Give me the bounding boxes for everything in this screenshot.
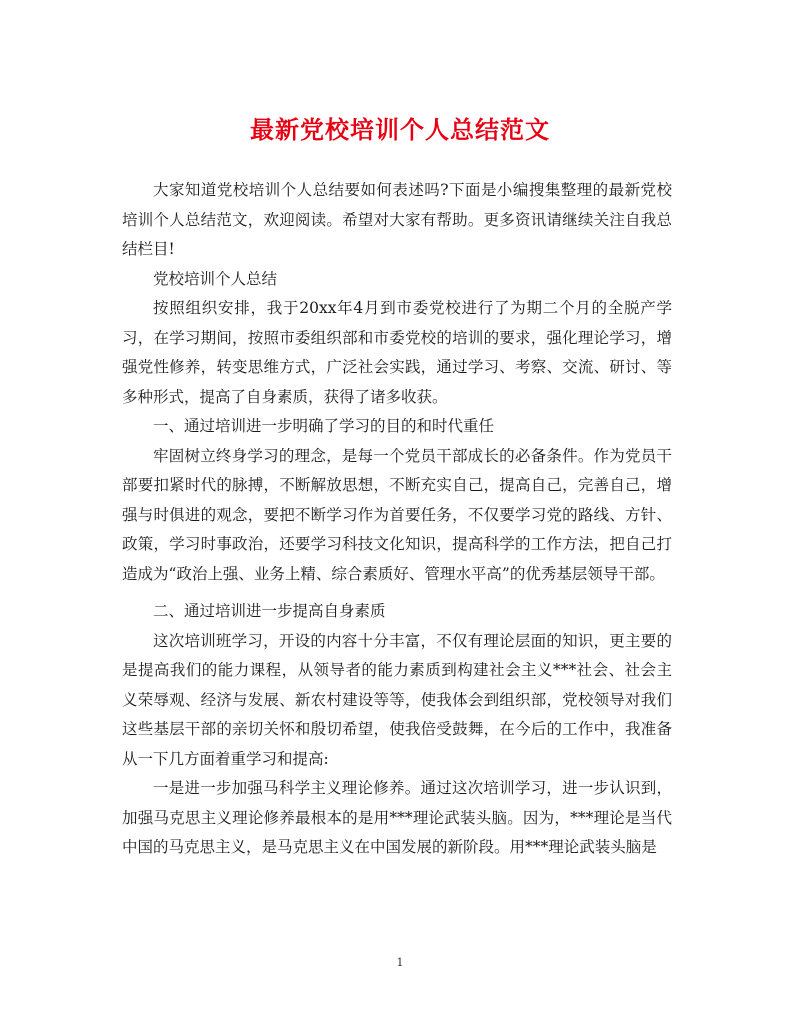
body-paragraph: 这次培训班学习，开设的内容十分丰富，不仅有理论层面的知识，更主要的是提高我们的能力课程，从领导者的能力素质到构建社会主义***社会、社会主义荣辱观、经济与发展、新农村建设等等，使我体会到组织部，党校领导对我们这些基层干部的亲切关怀和殷切希望，使我倍受鼓舞，在今后的工作中，我准备从一下几方面着重学习和提高: [122, 631, 672, 768]
body-paragraph: 按照组织安排，我于20xx年4月到市委党校进行了为期二个月的全脱产学习，在学习期间，按照市委组织部和市委党校的培训的要求，强化理论学习，增强党性修养，转变思维方式，广泛社会实践，通过学习、考察、交流、研讨、等多种形式，提高了自身素质，获得了诸多收获。 [122, 299, 672, 406]
section-heading-two: 二、通过培训进一步提高自身素质 [153, 602, 386, 620]
page-number: 1 [396, 956, 404, 969]
document-body [122, 176, 672, 863]
body-paragraph: 一是进一步加强马科学主义理论修养。通过这次培训学习，进一步认识到，加强马克思主义理论修养最根本的是用***理论武装头脑。因为，***理论是当代中国的马克思主义，是马克思主义在中国发展的新阶段。用***理论武装头脑是 [122, 779, 672, 856]
document-title: 最新党校培训个人总结范文 [250, 115, 550, 144]
body-paragraph: 牢固树立终身学习的理念，是每一个党员干部成长的必备条件。作为党员干部要扣紧时代的脉搏，不断解放思想，不断充实自己，提高自己，完善自己，增强与时俱进的观念，要把不断学习作为首要任务，不仅要学习党的路线、方针、政策，学习时事政治，还要学习科技文化知识，提高科学的工作方法，把自己打造成为“政治上强、业务上精、综合素质好、管理水平高”的优秀基层领导干部。 [122, 446, 672, 583]
intro-paragraph: 大家知道党校培训个人总结要如何表述吗?下面是小编搜集整理的最新党校培训个人总结范文，欢迎阅读。希望对大家有帮助。更多资讯请继续关注自我总结栏目! [122, 181, 672, 258]
section-heading-summary: 党校培训个人总结 [153, 269, 278, 288]
section-heading-one: 一、通过培训进一步明确了学习的目的和时代重任 [153, 417, 495, 435]
